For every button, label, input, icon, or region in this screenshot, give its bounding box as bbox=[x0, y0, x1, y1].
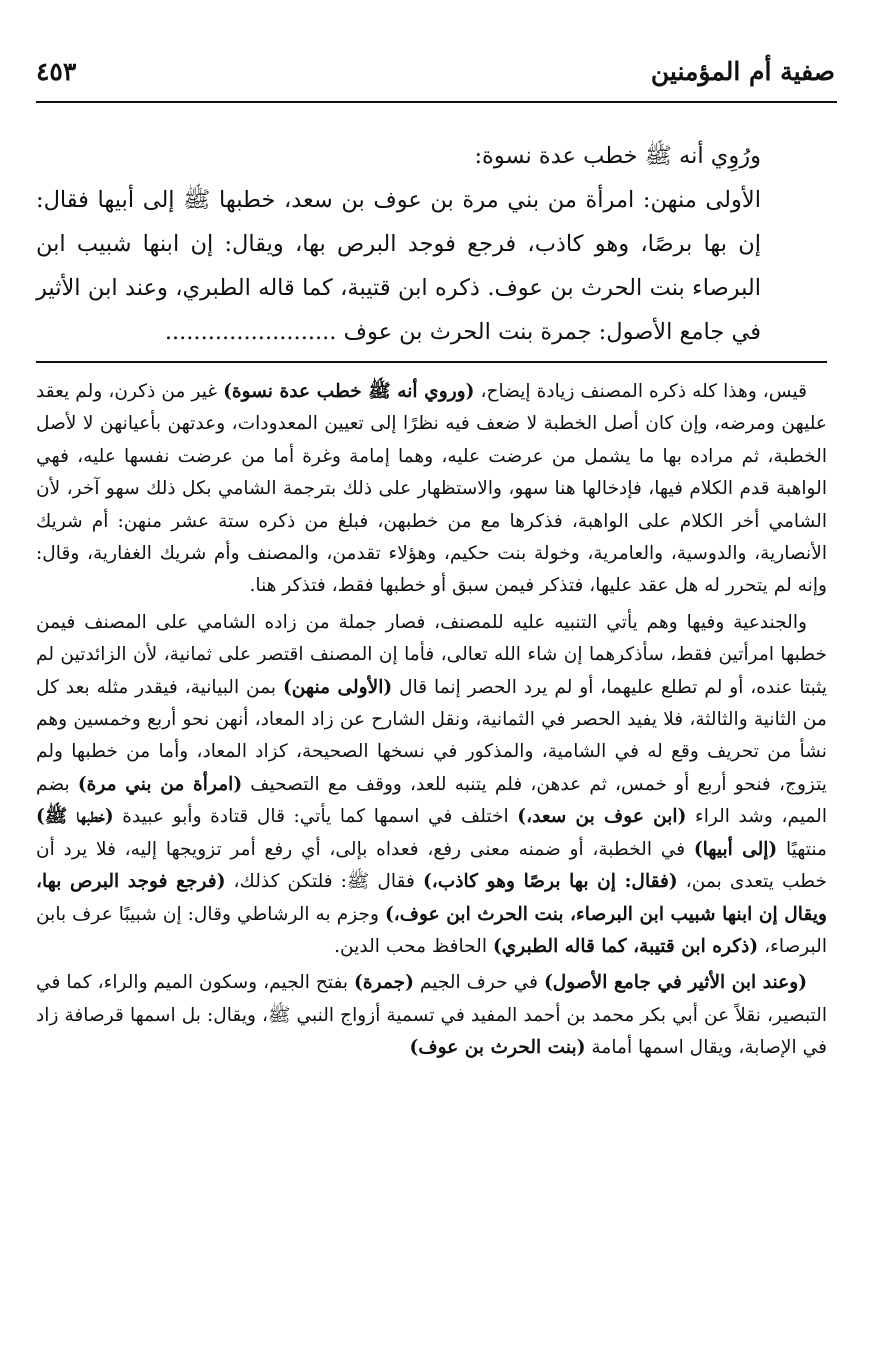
quoted-text: (فرجع فوجد البرص بها، ويقال إن ابنها شبيب ابن البرصاء، بنت الحرث ابن عوف،) bbox=[36, 871, 827, 925]
commentary-text: بضم الميم، وشد الراء bbox=[36, 773, 828, 828]
chapter-title: صفية أم المؤمنين bbox=[650, 57, 835, 86]
commentary-text: والجندعية وفيها وهم يأتي التنبيه عليه للمصنف، فصار جملة من زاده الشامي على المصنف فيمن خطبها امرأتين فقط، سأذكرهما إن شاء الله تعالى، فأما إن المصنف اقتصر على ثمانية، لأن الزائدتين لم يثبتا عنده، أو لم تطلع عليهما، أو لم يرد الحصر إنما قال bbox=[36, 611, 827, 698]
quoted-text: (إلى أبيها) bbox=[693, 838, 778, 860]
commentary-text: في حرف الجيم bbox=[413, 972, 544, 994]
main-text bbox=[36, 134, 761, 354]
quoted-text: (بنت الحرث بن عوف) bbox=[409, 1037, 586, 1059]
commentary-text: بمن البيانية، فيقدر مثله بعد كل من الثانية والثالثة، فلا يفيد الحصر في الثمانية، ونقل الشارح عن زاد المعاد، أنهن نحو أربع وخمسين وهم نشأ من تحريف وقع له في الشامية، والمذكور في نسخها الصحيحة، كزاد المعاد، وأما من خطبها ولم يتزوج، فنحو أربع أو خمس، ثم عدهن، فلم يتنبه للعد، ووقف مع التصحيف bbox=[36, 676, 827, 795]
main-text-body: الأولى منهن: امرأة من بني مرة بن عوف بن سعد، خطبها ﷺ إلى أبيها فقال: إن بها برصًا، وهو كاذب، فرجع فوجد البرص بها، ويقال: إن ابنها شبيب ابن البرصاء بنت الحرث بن عوف. ذكره ابن قتيبة، كما قاله الطبري، وعند ابن الأثير في جامع الأصول: جمرة بنت الحرث بن عوف bbox=[36, 187, 761, 345]
quoted-text: (خطبها ﷺ) bbox=[36, 806, 114, 828]
commentary-text: غير من ذكرن، ولم يعقد عليهن ومرضه، وإن كان أصل الخطبة لا ضعف فيه نظرًا إلى تعيين المعدودات، وعدتهن بأعيانهن لا لأصل الخطبة، ثم مراده بها ما يشمل من عرضت عليه، وهما إمامة وغرة أما من عرضت نفسها عليه، فهي الواهبة قدم الكلام فيها، فإدخالها هنا سهو، والاستظهار على ذلك بترجمة الشامي بكل ذلك سهو آخر، لأن الشامي أخر الكلام على الواهبة، فذكرها مع من خطبهن، فبلغ من ذكره ستة عشر منهن: أم شريك الأنصارية، والدوسية، والعامرية، وخولة بنت حكيم، وهؤلاء تقدمن، والمصنف وأم شريك الغفارية، وقال: وإنه لم يتحرر له هل عقد عليها، فتذكر فيمن سبق أو خطبها فقط، فتذكر هنا. bbox=[36, 381, 827, 597]
quoted-text: (ابن عوف بن سعد،) bbox=[517, 806, 687, 828]
commentary-text: بفتح الجيم، وسكون الميم والراء، كما في التبصير، نقلاً عن أبي بكر محمد بن أحمد المفيد في تسمية أزواج النبي ﷺ، ويقال: بل اسمها قرصافة زاد في الإصابة، ويقال اسمها أمامة bbox=[36, 972, 827, 1059]
commentary-paragraph bbox=[36, 967, 827, 1064]
main-text-intro: ورُوِي أنه ﷺ خطب عدة نسوة: bbox=[474, 143, 761, 169]
quoted-text: (ذكره ابن قتيبة، كما قاله الطبري) bbox=[492, 935, 759, 957]
ellipsis-dots: ........................ bbox=[164, 319, 337, 345]
commentary-text: الحافظ محب الدين. bbox=[334, 935, 493, 957]
commentary-text: فقال ﷺ: فلتكن كذلك، bbox=[225, 871, 423, 893]
commentary-text: في الخطبة، أو ضمنه معنى رفع، فعداه بإلى، أي رفع أمر تزويجها إليه، فلا يرد أن خطب يتعدى بمن، bbox=[36, 838, 827, 893]
header-rule bbox=[36, 101, 837, 103]
commentary-text: قيس، وهذا كله ذكره المصنف زيادة إيضاح، bbox=[474, 381, 808, 402]
page-number: ٤٥٣ bbox=[36, 57, 77, 86]
quoted-text: (وعند ابن الأثير في جامع الأصول) bbox=[543, 972, 807, 994]
quoted-text: (وروي أنه ﷺ خطب عدة نسوة) bbox=[223, 381, 475, 402]
quoted-text: (امرأة من بني مرة) bbox=[77, 773, 243, 795]
quoted-text: (فقال: إن بها برصًا وهو كاذب،) bbox=[422, 871, 678, 893]
commentary-text: اختلف في اسمها كما يأتي: قال قتادة وأبو عبيدة bbox=[113, 806, 518, 828]
commentary bbox=[36, 376, 827, 1069]
quoted-text: (جمرة) bbox=[354, 972, 414, 994]
commentary-paragraph bbox=[36, 376, 827, 603]
commentary-text: منتهيًا bbox=[777, 838, 827, 860]
main-text-paragraph bbox=[36, 178, 761, 354]
commentary-text: وجزم به الرشاطي وقال: إن شبيبًا عرف بابن البرصاء، bbox=[36, 903, 827, 957]
commentary-divider bbox=[36, 361, 827, 363]
quoted-text: (الأولى منهن) bbox=[282, 676, 393, 698]
running-header bbox=[36, 52, 835, 92]
commentary-paragraph bbox=[36, 607, 827, 963]
